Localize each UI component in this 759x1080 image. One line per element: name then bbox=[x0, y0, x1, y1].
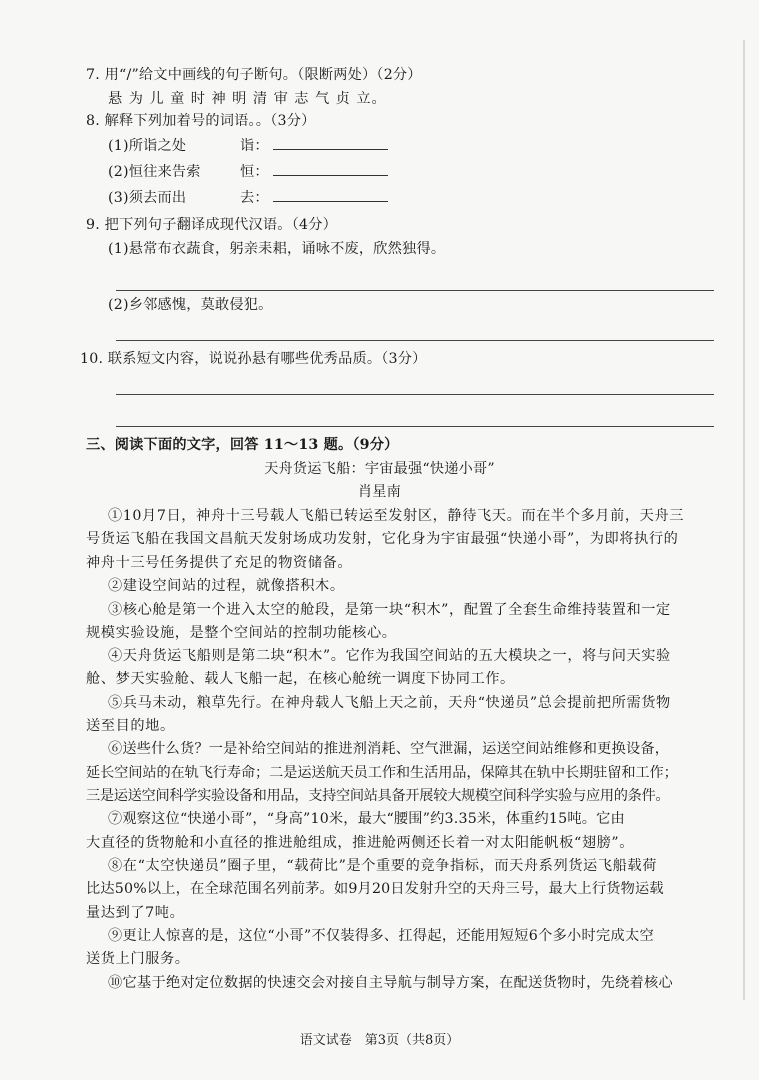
para-3-line-1: ③核心舱是第一个进入太空的舱段，是第一块“积木”，配置了全套生命维持装置和一定 bbox=[108, 602, 671, 618]
q8-item-3 bbox=[108, 189, 186, 207]
q10-answer-line-1[interactable] bbox=[116, 394, 714, 395]
para-7-line-1: ⑦观察这位“快递小哥”，“身高”10米，最大“腰围”约3.35米，体重约15吨。它由 bbox=[108, 811, 625, 827]
para-4-line-2: 舱、梦天实验舱、载人飞船一起，在核心舱统一调度下协同工作。 bbox=[86, 671, 515, 687]
para-9-line-1: ⑨更让人惊喜的是，这位“小哥”不仅装得多、扛得起，还能用短短6个多小时完成太空 bbox=[108, 928, 654, 944]
article-author: 肖星南 bbox=[357, 484, 402, 500]
para-1-line-2: 号货运飞船在我国文昌航天发射场成功发射，它化身为宇宙最强“快递小哥”，为即将执行的 bbox=[86, 531, 679, 547]
q8-item-1 bbox=[108, 137, 186, 155]
para-8-line-1: ⑧在“太空快递员”圈子里，“载荷比”是个重要的竞争指标，而天舟系列货运飞船载荷 bbox=[108, 858, 657, 874]
para-4-line-1: ④天舟货运飞船则是第二块“积木”。它作为我国空间站的五大模块之一，将与问天实验 bbox=[108, 648, 671, 664]
q10-answer-line-2[interactable] bbox=[116, 426, 714, 427]
para-9-line-2: 送货上门服务。 bbox=[86, 951, 190, 967]
para-3-line-2: 规模实验设施，是整个空间站的控制功能核心。 bbox=[86, 625, 397, 641]
q8-item-1-blank[interactable] bbox=[273, 148, 388, 150]
q8-item-1-phrase: (1)所诣之处 bbox=[108, 138, 187, 154]
q7-sentence: 悬 为 儿 童 时 神 明 清 审 志 气 贞 立。 bbox=[108, 91, 387, 107]
q8-item-3-blank[interactable] bbox=[273, 200, 388, 202]
q9-stem: 9. 把下列句子翻译成现代汉语。（4分） bbox=[86, 217, 337, 233]
section3-heading: 三、阅读下面的文字，回答 11～13 题。（9分） bbox=[86, 437, 399, 453]
para-6-line-2: 延长空间站的在轨飞行寿命；二是运送航天员工作和生活用品，保障其在轨中长期驻留和工作； bbox=[86, 765, 678, 781]
para-1-line-3: 神舟十三号任务提供了充足的物资储备。 bbox=[86, 555, 353, 571]
q8-item-3-phrase: (3)须去而出 bbox=[108, 190, 187, 206]
page-edge-shadow bbox=[743, 40, 745, 1000]
q9-item-2: (2)乡邻感愧，莫敢侵犯。 bbox=[108, 297, 273, 313]
q8-item-1-answer bbox=[240, 137, 388, 155]
q9-item-1: (1)悬常布衣蔬食，躬亲耒耜，诵咏不废，欣然独得。 bbox=[108, 241, 446, 257]
q8-stem: 8. 解释下列加着号的词语。。（3分） bbox=[86, 113, 316, 129]
q8-item-2-answer bbox=[240, 163, 388, 181]
para-6-line-3: 三是运送空间科学实验设备和用品，支持空间站具备开展较大规模空间科学实验与应用的条件。 bbox=[86, 788, 670, 804]
para-1-line-1: ①10月7日，神舟十三号载人飞船已转运至发射区，静待飞天。而在半个多月前，天舟三 bbox=[108, 508, 685, 524]
q9-item-2-answer-line[interactable] bbox=[116, 340, 714, 341]
q8-item-1-word: 诣： bbox=[240, 138, 269, 154]
q8-item-2 bbox=[108, 163, 201, 181]
para-5-line-1: ⑤兵马未动，粮草先行。在神舟载人飞船上天之前，天舟“快递员”总会提前把所需货物 bbox=[108, 695, 671, 711]
para-8-line-2: 比达50%以上，在全球范围名列前茅。如9月20日发射升空的天舟三号，最大上行货物运载 bbox=[86, 881, 664, 897]
para-10-line-1: ⑩它基于绝对定位数据的快速交会对接自主导航与制导方案，在配送货物时，先绕着核心 bbox=[108, 975, 674, 991]
para-5-line-2: 送至目的地。 bbox=[86, 718, 175, 734]
para-2: ②建设空间站的过程，就像搭积木。 bbox=[108, 578, 345, 594]
para-6-line-1: ⑥送些什么货？一是补给空间站的推进剂消耗、空气泄漏，运送空间站维修和更换设备， bbox=[108, 741, 670, 757]
q8-item-2-phrase: (2)恒往来告索 bbox=[108, 164, 201, 180]
article-title: 天舟货运飞船：宇宙最强“快递小哥” bbox=[264, 461, 495, 477]
q8-item-3-word: 去： bbox=[240, 190, 269, 206]
q8-item-2-word: 恒： bbox=[240, 164, 269, 180]
q8-item-3-answer bbox=[240, 189, 388, 207]
q7-stem: 7. 用“/”给文中画线的句子断句。（限断两处）（2分） bbox=[86, 67, 422, 83]
para-7-line-2: 大直径的货物舱和小直径的推进舱组成，推进舱两侧还长着一对太阳能帆板“翅膀”。 bbox=[86, 835, 635, 851]
q8-item-2-blank[interactable] bbox=[273, 174, 388, 176]
para-8-line-3: 量达到了7吨。 bbox=[86, 905, 185, 921]
q9-item-1-answer-line[interactable] bbox=[116, 290, 714, 291]
page-footer: 语文试卷 第3页（共8页） bbox=[299, 1033, 460, 1048]
q10-stem: 10. 联系短文内容，说说孙悬有哪些优秀品质。（3分） bbox=[80, 351, 427, 367]
